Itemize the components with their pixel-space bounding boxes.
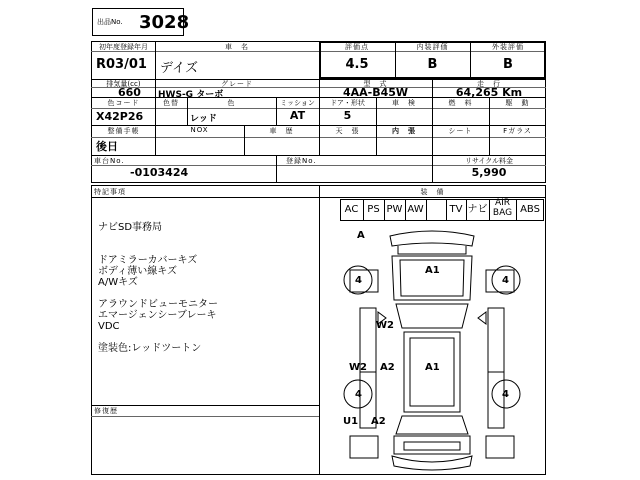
drive-label: 駆 動 (505, 99, 530, 107)
front-glass-label: Fガラス (503, 127, 532, 135)
note-line (98, 288, 218, 299)
chassis-number: -0103424 (130, 166, 189, 179)
handbook: 後日 (96, 140, 118, 153)
lot-number: 3028 (139, 12, 190, 33)
equip-pw: PW (386, 204, 403, 215)
note-line: VDC (98, 321, 120, 332)
color-label: 色 (227, 99, 236, 107)
displacement: 660 (118, 86, 141, 99)
history-label: 車 歴 (269, 127, 294, 135)
chassis-label: 車台No. (94, 157, 125, 165)
equip-ps: PS (367, 204, 380, 215)
score-label: 評価点 (345, 43, 369, 51)
note-line: ナビSD事務局 (98, 222, 163, 233)
tire-front-right: 4 (502, 275, 509, 286)
tire-rear-right: 4 (502, 389, 509, 400)
recycle-fee: 5,990 (471, 166, 507, 179)
grade-label: グレード (221, 80, 253, 88)
doors-label: ドア・形状 (330, 99, 365, 107)
tire-rear-left: 4 (355, 389, 362, 400)
exterior-grade-label: 外装評価 (492, 43, 524, 51)
model-code: 4AA-B45W (342, 86, 409, 99)
interior-grade-label: 内装評価 (416, 43, 449, 51)
recycle-label: リサイクル料金 (464, 157, 514, 165)
equip-airbag: AIR BAG (492, 198, 513, 218)
car-name-label: 車 名 (225, 43, 249, 51)
damage-rear-bottom-2: A2 (371, 416, 386, 427)
car-name: デイズ (160, 61, 198, 76)
damage-left-side: W2 (376, 320, 394, 331)
color-change-label: 色替 (163, 99, 179, 107)
exterior-grade: B (503, 57, 513, 72)
grade: HWS-G ターボ (158, 90, 224, 100)
lot-number-box (92, 8, 190, 36)
ceiling-label: 天 張 (335, 127, 360, 135)
tire-front-left: 4 (355, 275, 362, 286)
equip-navi: ナビ (467, 204, 488, 215)
notes-label: 特記事項 (94, 188, 126, 196)
registration-label: 登録No. (286, 157, 317, 165)
equip-abs: ABS (520, 204, 540, 215)
interior-grade: B (427, 57, 438, 72)
damage-hood: A1 (425, 265, 440, 276)
equipment-label: 装 備 (420, 188, 445, 196)
interior-trim-label: 内 張 (392, 127, 416, 135)
displacement-label: 排気量(cc) (106, 80, 141, 88)
fuel-label: 燃 料 (448, 99, 473, 107)
model-label: 型 式 (363, 80, 388, 88)
equip-aw: AW (407, 204, 424, 215)
repair-history-label: 修復歴 (94, 407, 118, 415)
equip-ac: AC (344, 204, 359, 215)
first-registration: R03/01 (96, 57, 147, 72)
note-line: エマージェンシーブレーキ (98, 310, 217, 321)
note-line: ボディ薄い線キズ (98, 266, 177, 277)
damage-rear-left-panel: W2 (349, 362, 367, 373)
score: 4.5 (345, 57, 369, 72)
equip-tv: TV (449, 204, 463, 215)
notes-list (98, 222, 218, 354)
nox-label: NOX (190, 126, 209, 134)
inspection-label: 車 検 (392, 99, 416, 107)
lot-number-label: 出品No. (97, 18, 123, 26)
note-line (98, 233, 218, 244)
damage-front: A (357, 230, 365, 241)
handbook-label: 整備手帳 (107, 127, 140, 135)
mission-label: ミッション (280, 99, 315, 107)
color: レッド (190, 114, 217, 124)
note-line: ドアミラーカバーキズ (98, 255, 198, 266)
note-line (98, 244, 218, 255)
color-code-label: 色コード (107, 99, 140, 107)
note-line: アラウンドビューモニター (98, 299, 218, 310)
mileage-label: 走 行 (477, 80, 501, 88)
seat-label: シート (448, 127, 473, 135)
note-line (98, 332, 218, 343)
damage-rear-bottom-1: U1 (343, 416, 359, 427)
mileage: 64,265 Km (455, 86, 523, 99)
doors: 5 (343, 109, 352, 122)
car-damage-diagram (320, 222, 545, 474)
transmission: AT (289, 109, 306, 122)
year-label: 初年度登録年月 (99, 43, 148, 51)
damage-rear-left-door: A2 (380, 362, 395, 373)
damage-roof: A1 (425, 362, 440, 373)
note-line: A/Wキズ (98, 277, 138, 288)
note-line: 塗装色:レッドツートン (98, 343, 202, 354)
color-code: X42P26 (96, 110, 144, 123)
